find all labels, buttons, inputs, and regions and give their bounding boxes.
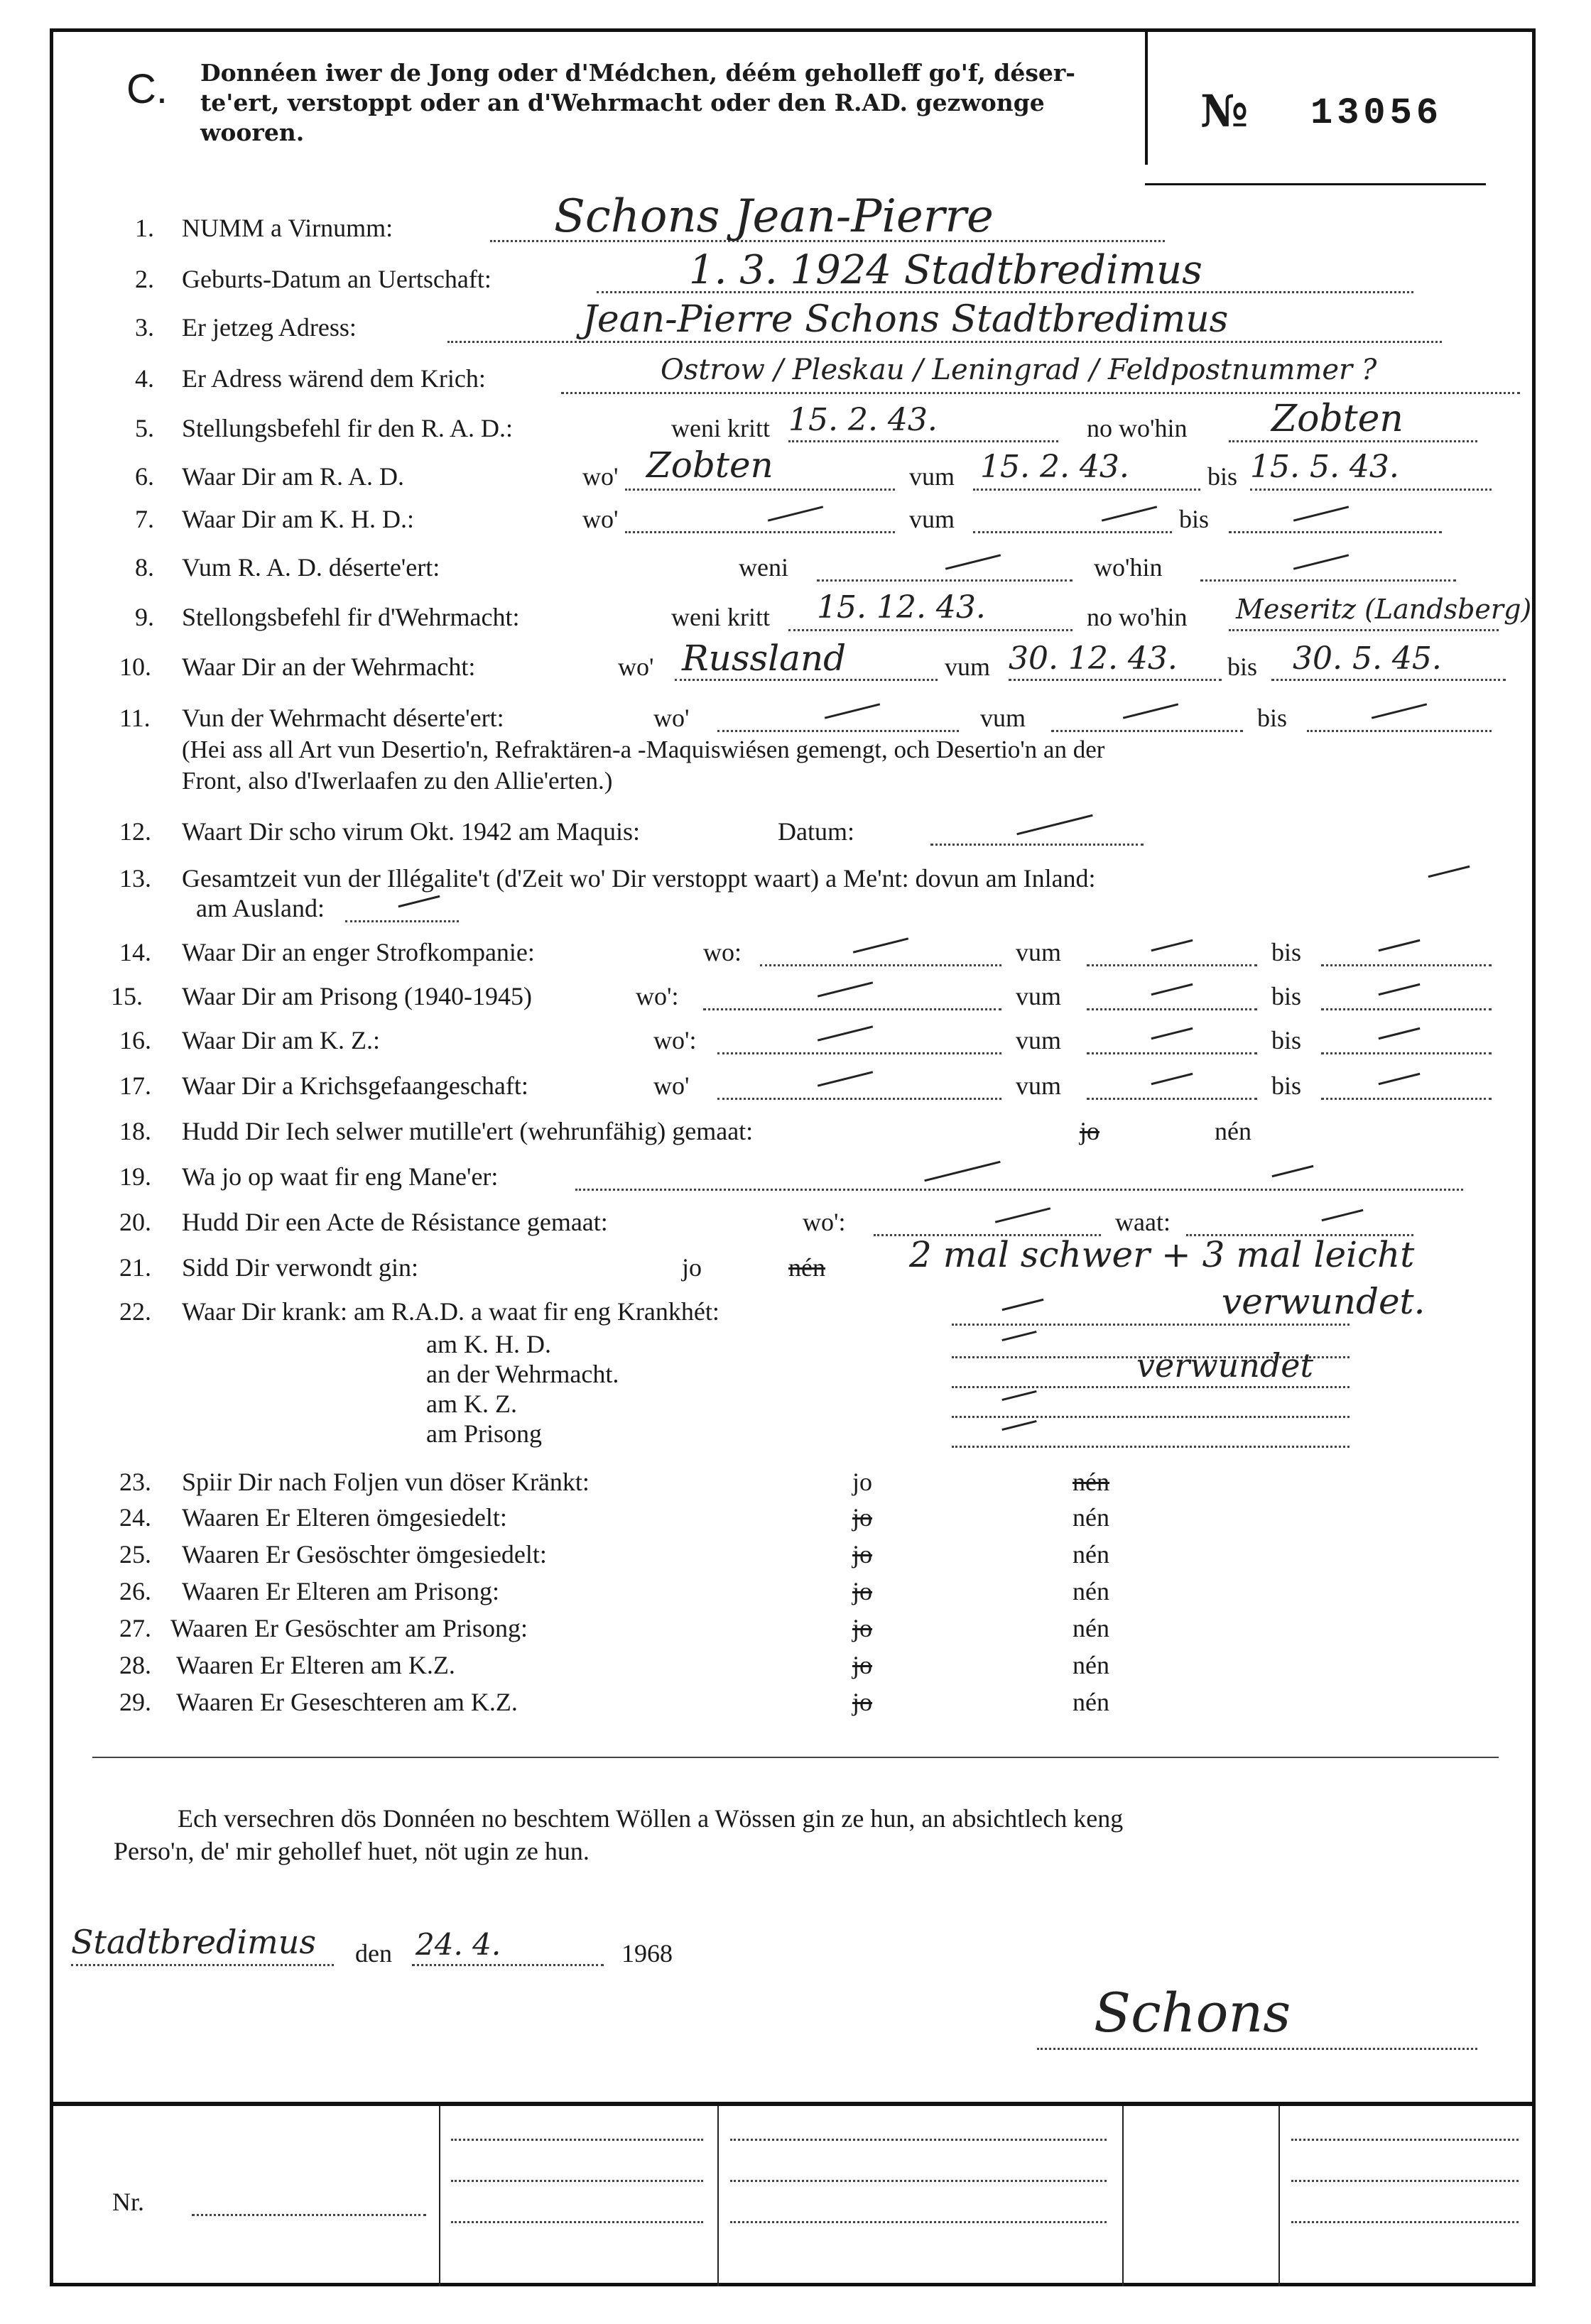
field-8-label: Vum R. A. D. déserte'ert: [182, 553, 440, 582]
field-11-from-label: vum [980, 704, 1026, 732]
field-10-where-value: Russland [682, 638, 847, 679]
footer-table-divider-2 [717, 2106, 719, 2286]
field-4-line [561, 392, 1520, 394]
field-11-label: Vun der Wehrmacht déserte'ert: [182, 704, 504, 732]
field-15-to-line [1321, 1008, 1492, 1010]
declaration-line-1: Ech versechren dös Donnéen no beschtem Wöllen a Wössen gin ze hun, an absichtlech keng [178, 1804, 1124, 1833]
field-11-where-line [717, 730, 959, 732]
field-27-yes: jo [852, 1614, 873, 1642]
field-5-num: 5. [135, 414, 154, 442]
field-10-to-label: bis [1227, 653, 1258, 681]
field-23-num: 23. [119, 1468, 151, 1496]
field-5-when-line [788, 440, 1058, 442]
field-16-where-line [717, 1052, 1001, 1054]
header-divider [1145, 28, 1148, 165]
field-18-label: Hudd Dir Iech selwer mutille'ert (wehrunfähig) gemaat: [182, 1117, 754, 1145]
footer-table-divider-4 [1278, 2106, 1280, 2286]
field-2-value: 1. 3. 1924 Stadtbredimus [689, 247, 1202, 293]
field-9-num: 9. [135, 603, 154, 631]
field-12-date-line [930, 844, 1144, 846]
section-letter: C. [126, 66, 168, 112]
field-10-label: Waar Dir an der Wehrmacht: [182, 653, 476, 681]
footer-cell-5-line-3 [1291, 2221, 1519, 2223]
field-25-label: Waaren Er Gesöschter ömgesiedelt: [182, 1540, 547, 1569]
field-7-to-line [1229, 531, 1442, 533]
field-24-num: 24. [119, 1503, 151, 1532]
field-6-num: 6. [135, 462, 154, 491]
field-22-label: Waar Dir krank: am R.A.D. a waat fir eng Krankhét: [182, 1297, 720, 1326]
field-5-label: Stellungsbefehl fir den R. A. D.: [182, 414, 513, 442]
field-9-where-line [1229, 629, 1499, 631]
field-18-yes: jo [1080, 1117, 1100, 1145]
footer-table-divider-1 [439, 2106, 440, 2286]
footer-cell-3-line-3 [730, 2221, 1107, 2223]
field-24-no: nén [1073, 1503, 1109, 1532]
field-17-num: 17. [119, 1071, 151, 1100]
field-4-num: 4. [135, 364, 154, 393]
field-20-what-label: waat: [1115, 1208, 1171, 1236]
field-22-num: 22. [119, 1297, 151, 1326]
field-9-when-label: weni kritt [671, 603, 770, 631]
field-8-where-label: wo'hin [1094, 553, 1163, 582]
field-15-from-label: vum [1016, 982, 1062, 1010]
field-10-where-label: wo' [618, 653, 654, 681]
field-7-where-line [625, 531, 895, 533]
field-11-to-line [1307, 730, 1492, 732]
field-26-yes: jo [852, 1577, 873, 1605]
footer-cell-3-line-1 [730, 2139, 1107, 2141]
field-12-num: 12. [119, 817, 151, 846]
field-17-to-line [1321, 1098, 1492, 1100]
field-16-to-label: bis [1271, 1026, 1302, 1054]
field-3-num: 3. [135, 313, 154, 342]
field-11-from-line [1051, 730, 1243, 732]
field-15-num: 15. [111, 982, 143, 1010]
field-6-to-line [1250, 489, 1492, 491]
field-23-no: nén [1073, 1468, 1109, 1496]
number-symbol: № [1200, 85, 1249, 137]
field-22-wehrmacht-value: verwundet [1136, 1346, 1313, 1385]
field-11-note-1: (Hei ass all Art vun Desertio'n, Refraktären-a -Maquiswiésen gemengt, och Desertio'n an der [182, 736, 1105, 763]
field-10-to-value: 30. 5. 45. [1293, 640, 1442, 677]
field-20-num: 20. [119, 1208, 151, 1236]
field-11-to-label: bis [1257, 704, 1288, 732]
field-11-note-2: Front, also d'Iwerlaafen zu den Allie'erten.) [182, 767, 613, 795]
footer-cell-3-line-2 [730, 2180, 1107, 2182]
field-7-from-line [973, 531, 1172, 533]
field-14-where-label: wo: [703, 938, 742, 966]
field-24-yes: jo [852, 1503, 873, 1532]
field-25-num: 25. [119, 1540, 151, 1569]
field-6-from-label: vum [909, 462, 955, 491]
field-15-label: Waar Dir am Prisong (1940-1945) [182, 982, 532, 1010]
field-6-from-line [973, 489, 1200, 491]
field-21-no: nén [788, 1253, 825, 1282]
field-7-from-label: vum [909, 505, 955, 533]
form-number: 13056 [1310, 92, 1443, 134]
signature-year: 1968 [621, 1939, 673, 1968]
field-20-where-label: wo': [803, 1208, 846, 1236]
field-16-from-line [1087, 1052, 1257, 1054]
field-29-no: nén [1073, 1688, 1109, 1716]
field-19-num: 19. [119, 1162, 151, 1191]
field-8-num: 8. [135, 553, 154, 582]
field-27-num: 27. [119, 1614, 151, 1642]
field-16-from-label: vum [1016, 1026, 1062, 1054]
field-3-value: Jean-Pierre Schons Stadtbredimus [582, 298, 1229, 341]
field-3-label: Er jetzeg Adress: [182, 313, 357, 342]
field-26-num: 26. [119, 1577, 151, 1605]
field-16-to-line [1321, 1052, 1492, 1054]
field-17-where-label: wo' [653, 1071, 690, 1100]
field-11-num: 11. [119, 704, 151, 732]
field-22-prisong-label: am Prisong [426, 1419, 543, 1448]
field-25-yes: jo [852, 1540, 873, 1569]
signature-place: Stadtbredimus [71, 1923, 317, 1961]
field-14-num: 14. [119, 938, 151, 966]
field-6-where-value: Zobten [646, 444, 773, 486]
field-2-num: 2. [135, 265, 154, 293]
field-6-to-value: 15. 5. 43. [1250, 449, 1399, 485]
field-27-label: Waaren Er Gesöschter am Prisong: [170, 1614, 528, 1642]
field-9-where-value: Meseritz (Landsberg) [1236, 594, 1532, 625]
field-10-from-value: 30. 12. 43. [1009, 640, 1178, 677]
field-19-label: Wa jo op waat fir eng Mane'er: [182, 1162, 499, 1191]
declaration-rule [92, 1757, 1499, 1758]
field-22-kz-label: am K. Z. [426, 1390, 517, 1418]
field-8-when-label: weni [739, 553, 788, 582]
footer-cell-2-line-3 [451, 2221, 703, 2223]
field-28-no: nén [1073, 1651, 1109, 1679]
footer-nr-line [192, 2214, 426, 2216]
field-17-to-label: bis [1271, 1071, 1302, 1100]
field-8-where-line [1200, 579, 1456, 582]
field-29-num: 29. [119, 1688, 151, 1716]
field-5-when-value: 15. 2. 43. [788, 402, 938, 438]
field-15-where-line [703, 1008, 1001, 1010]
field-3-line [447, 341, 1442, 343]
field-6-where-line [625, 489, 895, 491]
footer-cell-5-line-2 [1291, 2180, 1519, 2182]
field-22-khd-label: am K. H. D. [426, 1330, 551, 1358]
field-23-yes: jo [852, 1468, 873, 1496]
field-15-where-label: wo': [636, 982, 679, 1010]
field-14-to-line [1321, 964, 1492, 966]
field-14-to-label: bis [1271, 938, 1302, 966]
field-16-where-label: wo': [653, 1026, 697, 1054]
field-12-label: Waart Dir scho virum Okt. 1942 am Maquis: [182, 817, 640, 846]
field-10-num: 10. [119, 653, 151, 681]
field-26-label: Waaren Er Elteren am Prisong: [182, 1577, 499, 1605]
field-10-from-line [1009, 679, 1222, 681]
field-18-num: 18. [119, 1117, 151, 1145]
field-28-yes: jo [852, 1651, 873, 1679]
field-22-value: verwundet. [1222, 1281, 1426, 1322]
field-22-kz-line [952, 1416, 1350, 1418]
field-1-label: NUMM a Virnumm: [182, 214, 393, 242]
field-22-prisong-line [952, 1446, 1350, 1448]
signature-place-line [71, 1964, 334, 1966]
field-14-where-line [760, 964, 1001, 966]
field-9-where-label: no wo'hin [1087, 603, 1188, 631]
form-title: Donnéen iwer de Jong oder d'Médchen, déém geholleff go'f, déser-te'ert, verstoppt oder an d'Wehrmacht oder den R.AD. gezwonge wooren. [200, 59, 1075, 146]
field-17-label: Waar Dir a Krichsgefaangeschaft: [182, 1071, 528, 1100]
field-22-wehrmacht-label: an der Wehrmacht. [426, 1360, 619, 1388]
field-13-num: 13. [119, 864, 151, 893]
field-17-from-label: vum [1016, 1071, 1062, 1100]
footer-cell-5-line-1 [1291, 2139, 1519, 2141]
field-17-from-line [1087, 1098, 1257, 1100]
field-22-wehrmacht-line [952, 1386, 1350, 1388]
field-28-num: 28. [119, 1651, 151, 1679]
field-1-num: 1. [135, 214, 154, 242]
field-15-from-line [1087, 1008, 1257, 1010]
field-6-to-label: bis [1207, 462, 1238, 491]
field-7-num: 7. [135, 505, 154, 533]
field-6-from-value: 15. 2. 43. [980, 449, 1129, 485]
field-17-where-line [717, 1098, 1001, 1100]
field-16-label: Waar Dir am K. Z.: [182, 1026, 380, 1054]
field-29-label: Waaren Er Geseschteren am K.Z. [176, 1688, 518, 1716]
header-rule [1145, 183, 1486, 185]
field-21-num: 21. [119, 1253, 151, 1282]
field-19-line [575, 1189, 1463, 1191]
field-7-label: Waar Dir am K. H. D.: [182, 505, 415, 533]
field-14-label: Waar Dir an enger Strofkompanie: [182, 938, 535, 966]
signature-date: 24. 4. [416, 1927, 501, 1962]
field-21-label: Sidd Dir verwondt gin: [182, 1253, 418, 1282]
field-14-from-line [1087, 964, 1257, 966]
field-14-from-label: vum [1016, 938, 1062, 966]
signature: Schons [1094, 1981, 1291, 2044]
field-16-num: 16. [119, 1026, 151, 1054]
field-29-yes: jo [852, 1688, 873, 1716]
field-5-when-label: weni kritt [671, 414, 770, 442]
field-23-label: Spiir Dir nach Foljen vun döser Kränkt: [182, 1468, 590, 1496]
field-13-label: Gesamtzeit vun der Illégalite't (d'Zeit wo' Dir verstoppt waart) a Me'nt: dovun am Inland: [182, 864, 1096, 893]
field-6-where-label: wo' [582, 462, 619, 491]
footer-cell-2-line-2 [451, 2180, 703, 2182]
field-4-label: Er Adress wärend dem Krich: [182, 364, 486, 393]
field-5-where-line [1229, 440, 1477, 442]
field-20-label: Hudd Dir een Acte de Résistance gemaat: [182, 1208, 608, 1236]
field-8-when-line [817, 579, 1073, 582]
field-15-to-label: bis [1271, 982, 1302, 1010]
field-5-where-label: no wo'hin [1087, 414, 1188, 442]
field-28-label: Waaren Er Elteren am K.Z. [176, 1651, 455, 1679]
field-7-to-label: bis [1179, 505, 1210, 533]
field-4-value: Ostrow / Pleskau / Leningrad / Feldpostnummer ? [661, 354, 1377, 386]
field-18-no: nén [1215, 1117, 1251, 1145]
field-2-label: Geburts-Datum an Uertschaft: [182, 265, 492, 293]
field-11-where-label: wo' [653, 704, 690, 732]
field-10-from-label: vum [945, 653, 991, 681]
field-7-where-label: wo' [582, 505, 619, 533]
field-26-no: nén [1073, 1577, 1109, 1605]
field-21-yes: jo [682, 1253, 702, 1282]
field-27-no: nén [1073, 1614, 1109, 1642]
declaration-line-2: Perso'n, de' mir gehollef huet, nöt ugin ze hun. [114, 1837, 590, 1865]
signature-date-line [412, 1964, 604, 1966]
field-1-value: Schons Jean-Pierre [554, 190, 994, 243]
field-25-no: nén [1073, 1540, 1109, 1569]
field-13-label-2: am Ausland: [196, 894, 325, 922]
signature-line [1037, 2048, 1477, 2050]
field-10-to-line [1271, 679, 1506, 681]
footer-table-top [50, 2102, 1536, 2106]
field-12-date-label: Datum: [778, 817, 854, 846]
field-5-where-value: Zobten [1271, 398, 1403, 440]
field-22-line [952, 1324, 1350, 1326]
footer-nr-label: Nr. [112, 2188, 144, 2216]
field-9-label: Stellongsbefehl fir d'Wehrmacht: [182, 603, 520, 631]
field-9-when-line [788, 629, 1073, 631]
field-13-abroad-line [345, 920, 459, 922]
field-21-value: 2 mal schwer + 3 mal leicht [909, 1234, 1415, 1275]
field-6-label: Waar Dir am R. A. D. [182, 462, 405, 491]
field-10-where-line [675, 679, 938, 681]
footer-table-divider-3 [1122, 2106, 1124, 2286]
field-9-when-value: 15. 12. 43. [817, 589, 986, 626]
field-24-label: Waaren Er Elteren ömgesiedelt: [182, 1503, 507, 1532]
signature-den: den [355, 1939, 392, 1968]
footer-cell-2-line-1 [451, 2139, 703, 2141]
